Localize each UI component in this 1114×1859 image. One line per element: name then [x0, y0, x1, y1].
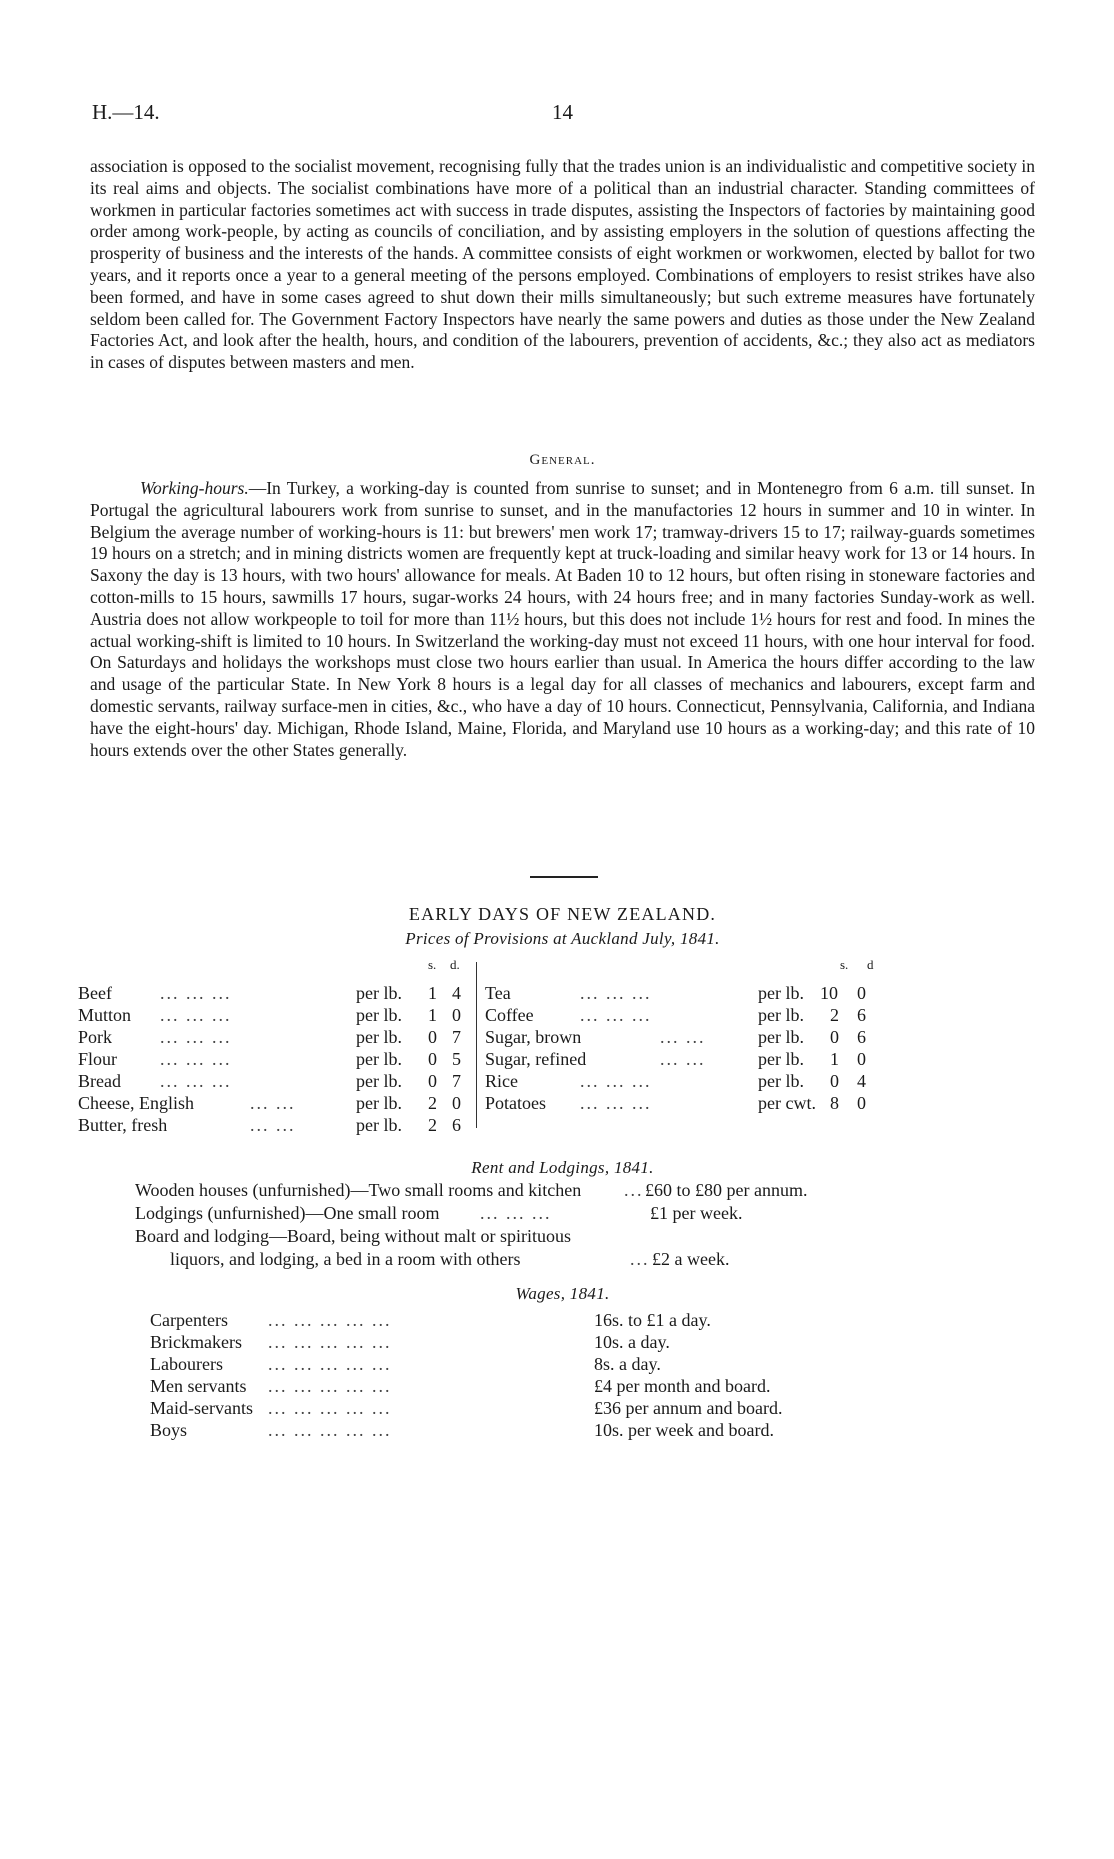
leader-dots: ... ... ...: [160, 1071, 232, 1091]
price-shillings: 0: [830, 1071, 839, 1091]
item-name: Flour: [78, 1049, 118, 1069]
leader-dots: ... ... ...: [580, 1005, 652, 1025]
price-shillings: 0: [830, 1027, 839, 1047]
leader-dots: ... ... ...: [160, 1049, 232, 1069]
wage-row: [90, 1310, 1035, 1332]
section-heading-general: General.: [529, 452, 596, 468]
wage-rate: £4 per month and board.: [594, 1376, 771, 1396]
document-page: [78, 0, 1035, 1859]
price-pence: 4: [857, 1071, 866, 1091]
rent-description: Wooden houses (unfurnished)—Two small rooms and kitchen: [135, 1180, 582, 1200]
item-unit: per lb.: [758, 1027, 804, 1047]
provision-row: [78, 1093, 470, 1115]
leader-dots: ... ... ... ... ...: [268, 1310, 392, 1330]
item-unit: per cwt.: [758, 1093, 816, 1113]
provision-row: [78, 1027, 470, 1049]
wage-occupation: Maid-servants: [150, 1398, 253, 1418]
page-number: 14: [552, 100, 573, 124]
item-unit: per lb.: [758, 983, 804, 1003]
price-pence: 0: [452, 1005, 461, 1025]
rent-row: [90, 1226, 1035, 1248]
wages-subtitle: Wages, 1841.: [515, 1284, 610, 1303]
rent-row: [90, 1249, 1035, 1271]
price-shillings: 10: [820, 983, 838, 1003]
provision-row: [485, 1071, 905, 1093]
rent-description: Board and lodging—Board, being without malt or spirituous: [135, 1226, 571, 1246]
wage-row: [90, 1398, 1035, 1420]
col-head-pence: d.: [450, 957, 460, 972]
leader-dots: ... ... ... ... ...: [268, 1376, 392, 1396]
wage-rate: 10s. a day.: [594, 1332, 670, 1352]
provision-row: [78, 1005, 470, 1027]
price-pence: 0: [857, 983, 866, 1003]
wage-row: [90, 1354, 1035, 1376]
price-pence: 0: [857, 1093, 866, 1113]
rent-row: [90, 1180, 1035, 1202]
item-unit: per lb.: [356, 1027, 402, 1047]
provision-row: [78, 1049, 470, 1071]
item-name: Rice: [485, 1071, 518, 1091]
price-shillings: 0: [428, 1049, 437, 1069]
leader-dots: ... ...: [660, 1027, 706, 1047]
wage-rate: 10s. per week and board.: [594, 1420, 774, 1440]
provisions-subtitle: Prices of Provisions at Auckland July, 1841.: [405, 929, 720, 948]
item-name: Pork: [78, 1027, 113, 1047]
item-name: Mutton: [78, 1005, 132, 1025]
item-unit: per lb.: [356, 1049, 402, 1069]
col-head-shillings-right: s.: [840, 957, 849, 972]
wage-rate: 8s. a day.: [594, 1354, 661, 1374]
item-unit: per lb.: [356, 1093, 402, 1113]
price-shillings: 0: [428, 1071, 437, 1091]
leader-dots: ... ... ...: [480, 1203, 552, 1223]
price-pence: 6: [452, 1115, 461, 1135]
price-shillings: 2: [428, 1115, 437, 1135]
leader-dots: ... ... ...: [580, 1071, 652, 1091]
leader-dots: ... ...: [660, 1049, 706, 1069]
wage-occupation: Labourers: [150, 1354, 223, 1374]
leader-dots: ... ... ...: [580, 983, 652, 1003]
leader-dots: ...: [624, 1180, 644, 1200]
leader-dots: ... ...: [250, 1115, 296, 1135]
section-divider: [530, 876, 598, 878]
price-shillings: 1: [428, 1005, 437, 1025]
item-name: Cheese, English: [78, 1093, 194, 1113]
leader-dots: ... ... ...: [160, 1027, 232, 1047]
item-unit: per lb.: [758, 1005, 804, 1025]
wage-occupation: Brickmakers: [150, 1332, 242, 1352]
col-head-pence-right: d: [867, 957, 874, 972]
paragraph-lead: Working-hours.: [140, 478, 249, 498]
price-pence: 7: [452, 1071, 461, 1091]
price-pence: 5: [452, 1049, 461, 1069]
price-shillings: 0: [428, 1027, 437, 1047]
body-paragraph: association is opposed to the socialist movement, recognising fully that the trades union is an individualistic and competitive society in its real aims and objects. The socialist combinations have more of a political than an industrial character. Standing committees of workmen in particular factories sometimes act with success in trade disputes, assisting the Inspectors of factories by maintaining good order among work-people, by acting as councils of conciliation, and by assisting employers in the solution of questions affecting the prosperity of business and the interests of the hands. A committee consists of eight workmen or workwomen, elected by ballot for two years, and it reports once a year to a general meeting of the persons employed. Combinations of employers to resist strikes have also been formed, and have in some cases agreed to shut down their mills simultaneously; but such extreme measures have fortunately seldom been called for. The Government Factory Inspectors have nearly the same powers and duties as those under the New Zealand Factories Act, and look after the health, hours, and condition of the labourers, prevention of accidents, &c.; they also act as mediators in cases of disputes between masters and men.: [90, 156, 1035, 373]
leader-dots: ... ... ... ... ...: [268, 1420, 392, 1440]
column-divider: [476, 962, 477, 1128]
wage-rate: 16s. to £1 a day.: [594, 1310, 711, 1330]
rent-row: [90, 1203, 1035, 1225]
rent-price: £2 a week.: [652, 1249, 730, 1269]
wage-occupation: Carpenters: [150, 1310, 228, 1330]
price-pence: 7: [452, 1027, 461, 1047]
provision-row: [485, 1049, 905, 1071]
early-days-title: EARLY DAYS OF NEW ZEALAND.: [408, 904, 717, 924]
leader-dots: ... ... ...: [160, 1005, 232, 1025]
leader-dots: ... ... ... ... ...: [268, 1354, 392, 1374]
price-shillings: 2: [830, 1005, 839, 1025]
item-unit: per lb.: [356, 983, 402, 1003]
provision-row: [485, 1005, 905, 1027]
wage-row: [90, 1376, 1035, 1398]
paragraph-text: —In Turkey, a working-day is counted from sunrise to sunset; and in Montenegro from 6 a.m. till sunset. In Portugal the agricultural labourers work from sunrise to sunset, and in the manufactories 12 hours in summer and 10 in winter. In Belgium the average number of working-hours is 11: but brewers' men work 17; tramway-drivers 15 to 17; railway-guards sometimes 19 hours on a stretch; and in mining districts women are frequently kept at truck-loading and similar heavy work for 13 or 14 hours. In Saxony the day is 13 hours, with two hours' allowance for meals. At Baden 10 to 12 hours, but often rising in stoneware factories and cotton-mills to 15 hours, sawmills 17 hours, sugar-works 24 hours, with 24 hours free; and in many factories Sunday-work as well. Austria does not allow workpeople to toil for more than 11½ hours, but this does not include 1½ hours for rest and food. In mines the actual working-shift is limited to 10 hours. In Switzerland the working-day must not exceed 11 hours, with one hour interval for food. On Saturdays and holidays the workshops must close two hours earlier than usual. In America the hours differ according to the law and usage of the particular State. In New York 8 hours is a legal day for all classes of mechanics and labourers, except farm and domestic servants, railway surface-men in cities, &c., who have a day of 10 hours. Connecticut, Pennsylvania, California, and Indiana have the eight-hours' day. Michigan, Rhode Island, Maine, Florida, and Maryland use 10 hours as a working-day; and this rate of 10 hours extends over the other States generally.: [90, 478, 1035, 760]
item-name: Sugar, brown: [485, 1027, 582, 1047]
item-unit: per lb.: [356, 1071, 402, 1091]
wage-row: [90, 1332, 1035, 1354]
price-shillings: 2: [428, 1093, 437, 1113]
working-hours-paragraph: [90, 478, 1035, 761]
item-name: Potatoes: [485, 1093, 546, 1113]
provision-row: [78, 983, 470, 1005]
page-header: [90, 100, 1035, 130]
leader-dots: ... ... ...: [580, 1093, 652, 1113]
wage-occupation: Men servants: [150, 1376, 247, 1396]
leader-dots: ... ... ...: [160, 983, 232, 1003]
price-pence: 0: [857, 1049, 866, 1069]
provision-row: [78, 1071, 470, 1093]
item-unit: per lb.: [356, 1005, 402, 1025]
provision-row: [485, 983, 905, 1005]
item-unit: per lb.: [758, 1049, 804, 1069]
item-name: Butter, fresh: [78, 1115, 168, 1135]
item-name: Sugar, refined: [485, 1049, 587, 1069]
item-unit: per lb.: [356, 1115, 402, 1135]
item-name: Beef: [78, 983, 112, 1003]
price-pence: 4: [452, 983, 461, 1003]
leader-dots: ... ... ... ... ...: [268, 1398, 392, 1418]
rent-subtitle: Rent and Lodgings, 1841.: [471, 1158, 654, 1177]
wage-occupation: Boys: [150, 1420, 188, 1440]
provision-row: [485, 1093, 905, 1115]
item-name: Tea: [485, 983, 511, 1003]
provision-row: [78, 1115, 470, 1137]
provision-row: [485, 1027, 905, 1049]
price-shillings: 1: [428, 983, 437, 1003]
rent-description: liquors, and lodging, a bed in a room with others: [170, 1249, 521, 1269]
item-name: Bread: [78, 1071, 121, 1091]
price-pence: 0: [452, 1093, 461, 1113]
leader-dots: ... ... ... ... ...: [268, 1332, 392, 1352]
leader-dots: ...: [630, 1249, 650, 1269]
price-pence: 6: [857, 1027, 866, 1047]
item-name: Coffee: [485, 1005, 534, 1025]
leader-dots: ... ...: [250, 1093, 296, 1113]
wage-rate: £36 per annum and board.: [594, 1398, 783, 1418]
item-unit: per lb.: [758, 1071, 804, 1091]
wage-row: [90, 1420, 1035, 1442]
price-shillings: 8: [830, 1093, 839, 1113]
rent-price: £1 per week.: [650, 1203, 743, 1223]
rent-price: £60 to £80 per annum.: [645, 1180, 808, 1200]
price-pence: 6: [857, 1005, 866, 1025]
price-shillings: 1: [830, 1049, 839, 1069]
document-reference: H.—14.: [92, 100, 160, 124]
col-head-shillings: s.: [428, 957, 437, 972]
rent-description: Lodgings (unfurnished)—One small room: [135, 1203, 440, 1223]
